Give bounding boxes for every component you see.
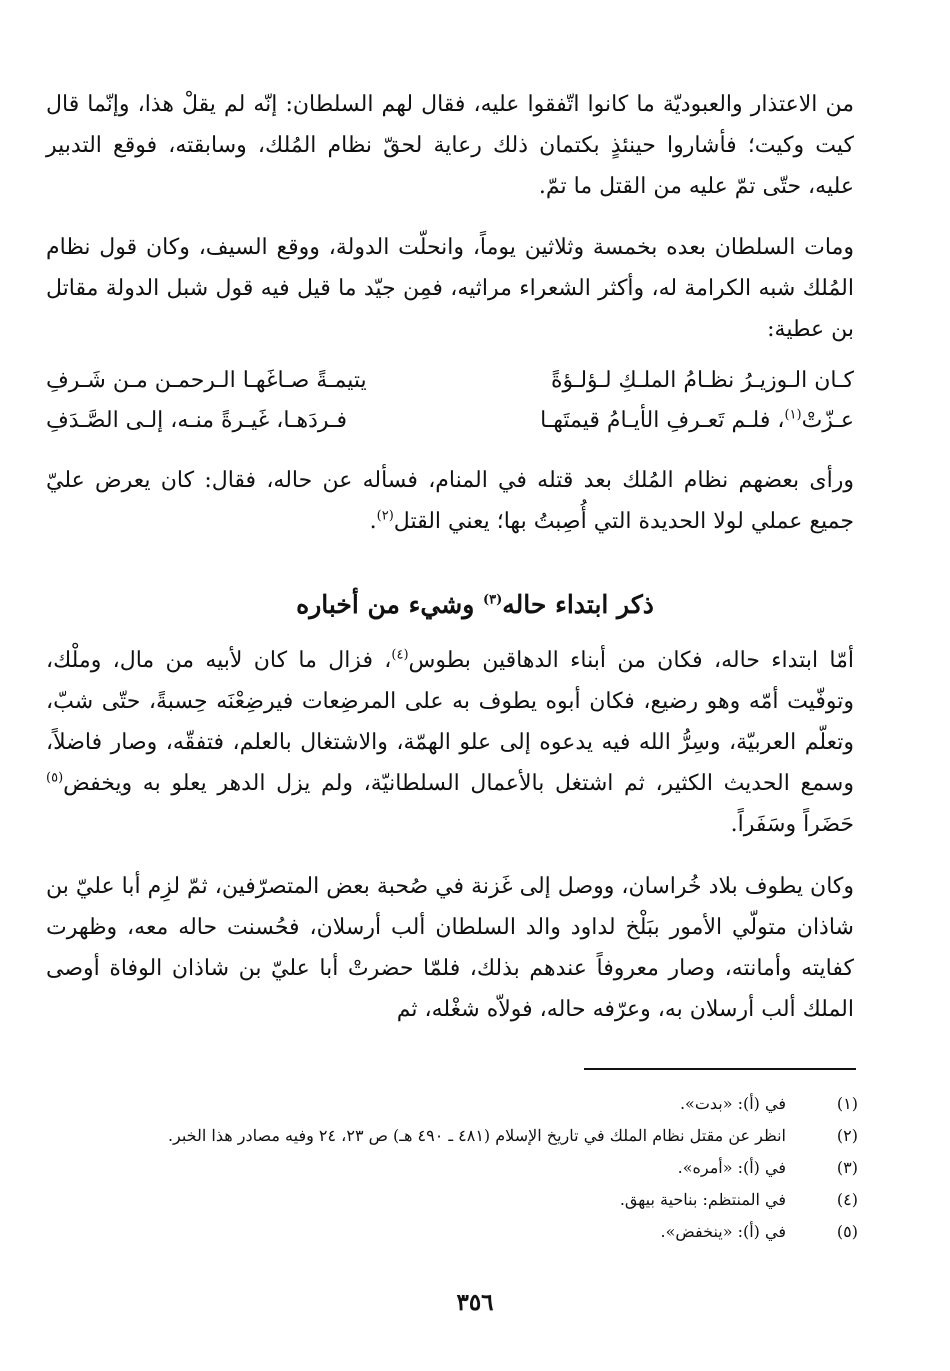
footnote-3 [46, 1153, 858, 1183]
paragraph-2: ومات السلطان بعده بخمسة وثلاثين يوماً، وانحلّت الدولة، ووقع السيف، وكان قول نظام المُلك شبه الكرامة له، وأكثر الشعراء مراثيه، فمِن جيّد ما قيل فيه قول شبل الدولة مقاتل بن عطية: [46, 235, 854, 342]
footnote-divider [584, 1068, 856, 1070]
footnote-2 [46, 1121, 858, 1151]
verse-hemistich: كـان الـوزيـرُ نظـامُ الملـكِ لـؤلـؤةً [550, 368, 854, 393]
footnote-text: في المنتظم: بناحية بيهق. [619, 1190, 786, 1209]
verse-hemistich: يتيمـةً صـاغَهـا الـرحمـن مـن شَـرفِ [46, 368, 367, 393]
footnote-text: في (أ): «أمره». [677, 1158, 786, 1177]
verse-line-1 [46, 368, 854, 406]
footnote-number: (٣) [836, 1158, 858, 1177]
footnote-ref: (٤) [391, 647, 409, 663]
footnote-text: في (أ): «ينخفض». [660, 1222, 786, 1241]
footnote-5 [46, 1217, 858, 1247]
footnote-ref: (١) [784, 407, 802, 423]
footnote-ref: (٣) [482, 592, 503, 608]
footnote-number: (٢) [836, 1126, 858, 1145]
footnote-number: (٥) [836, 1222, 858, 1241]
verse-line-2 [46, 408, 854, 446]
footnote-4 [46, 1185, 858, 1215]
verse-hemistich: فـردَهـا، غَيـرةً منـه، إلـى الصَّـدَفِ [46, 408, 348, 433]
footnote-ref: (٥) [46, 770, 64, 786]
footnote-text: انظر عن مقتل نظام الملك في تاريخ الإسلام (٤٨١ ـ ٤٩٠ هـ) ص ٢٣، ٢٤ وفيه مصادر هذا الخبر. [167, 1126, 786, 1145]
footnote-number: (١) [836, 1094, 858, 1113]
footnote-number: (٤) [836, 1190, 858, 1209]
footnote-ref: (٢) [376, 508, 394, 524]
verse-hemistich: عـزّتْ$^{(١)}$، فلـم تَعـرفِ الأيـامُ قيمتَهـا [540, 407, 854, 433]
page-number: ٣٥٦ [456, 1289, 494, 1316]
paragraph-3: ورأى بعضهم نظام المُلك بعد قتله في المنام، فسأله عن حاله، فقال: كان يعرض عليّ جميع عملي لولا الحديدة التي أُصِبتُ بها؛ يعني القتل$^{(٢)}$. [46, 468, 854, 534]
footnote-text: في (أ): «بدت». [679, 1094, 786, 1113]
paragraph-4: أمّا ابتداء حاله، فكان من أبناء الدهاقين بطوس$^{(٤)}$، فزال ما كان لأبيه من مال، وملْك، وتوفّيت أمّه وهو رضيع، فكان أبوه يطوف به على المرضِعات فيرضِعْنَه حِسبةً، حتّى شبّ، وتعلّم العربيّة، وسِرُّ الله فيه يدعوه إلى علو الهمّة، والاشتغال بالعلم، فتفقّه، وصار فاضلاً، وسمع الحديث الكثير، ثم اشتغل بالأعمال السلطانيّة، ولم يزل الدهر يعلو به ويخفض$^{(٥)}$ حَضَراً وسَفَراً. [46, 647, 854, 837]
section-heading: ذكر ابتداء حاله$^{(٣)}$ وشيء من أخباره [296, 590, 654, 619]
paragraph-5: وكان يطوف بلاد خُراسان، ووصل إلى غَزنة في صُحبة بعض المتصرّفين، ثمّ لزِم أبا عليّ بن شاذان متولّي الأمور ببَلْخ لداود والد السلطان ألب أرسلان، فحُسنت حاله معه، وظهرت كفايته وأمانته، وصار معروفاً عندهم بذلك، فلمّا حضرتْ أبا عليّ بن شاذان الوفاة أوصى الملك ألب أرسلان به، وعرّفه حاله، فولاّه شغْله، ثم [46, 874, 854, 1022]
footnote-1 [46, 1089, 858, 1119]
paragraph-1: من الاعتذار والعبوديّة ما كانوا اتّفقوا عليه، فقال لهم السلطان: إنّه لم يقلْ هذا، وإنّما قال كيت وكيت؛ فأشاروا حينئذٍ بكتمان ذلك رعاية لحقّ نظام المُلك، وسابقته، فوقع التدبير عليه، حتّى تمّ عليه من القتل ما تمّ. [46, 92, 854, 199]
